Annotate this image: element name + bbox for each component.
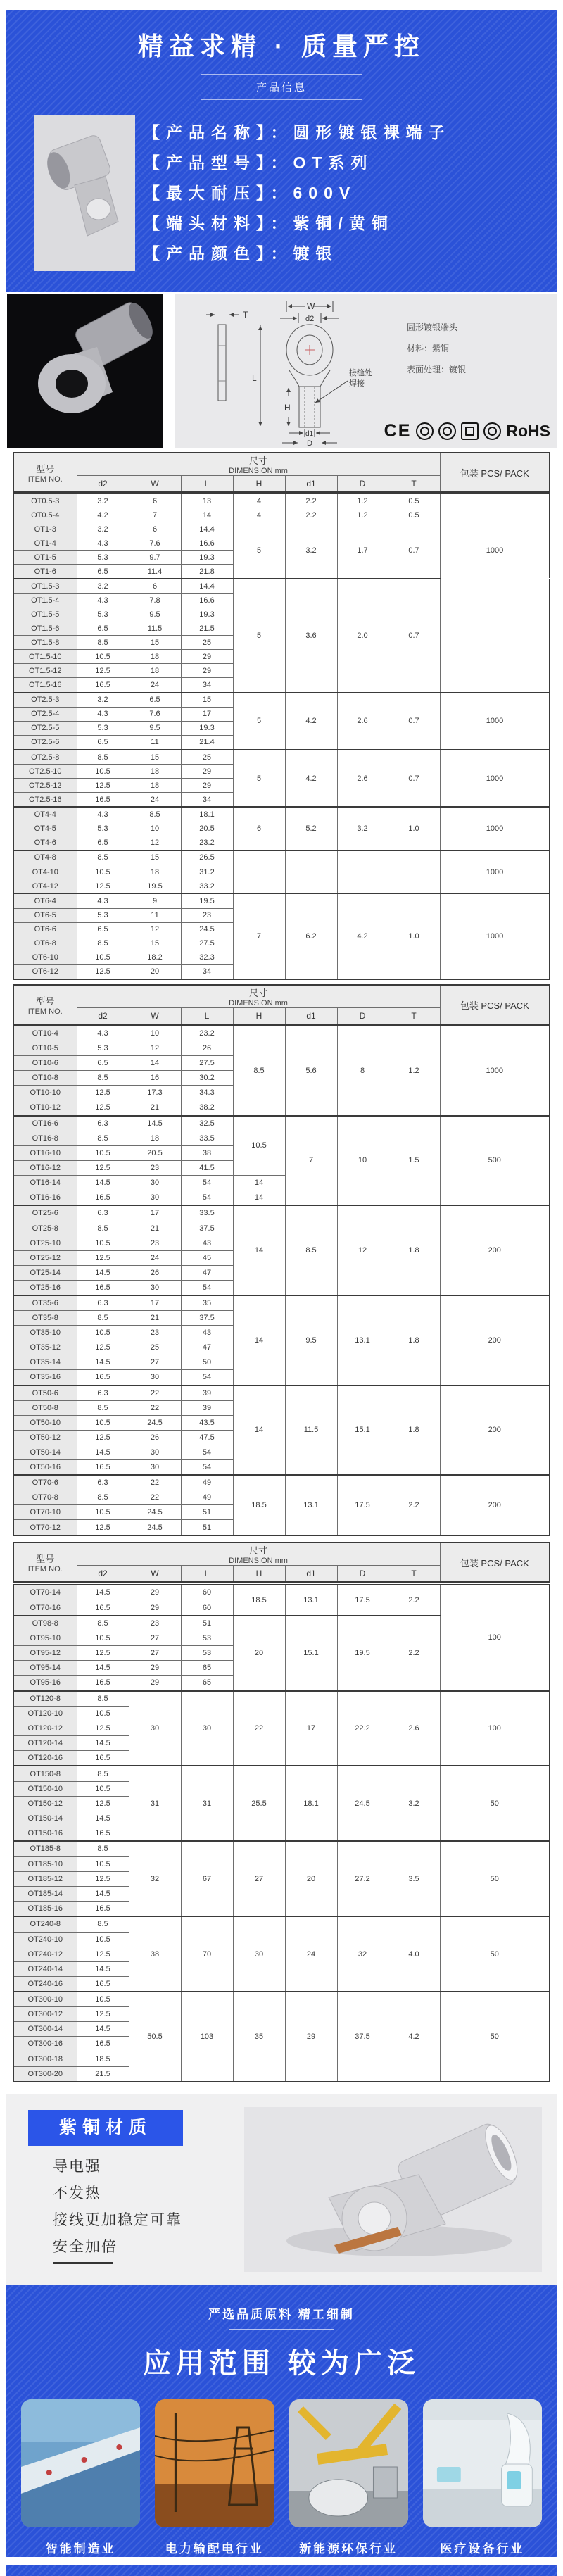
ce-mark: CE: [384, 421, 412, 441]
table-row: OT4-6 6.5 12 23.2: [13, 836, 550, 850]
table-row: OT2.5-8 8.5 15 25 5 4.2 2.6 0.7 1000: [13, 750, 550, 765]
table-row: OT6-12 12.5 20 34: [13, 965, 550, 979]
table-row: OT25-14 14.5 26 47: [13, 1265, 550, 1280]
table-row: OT4-5 5.3 10 20.5: [13, 822, 550, 836]
application-caption: 智能制造业: [45, 2542, 116, 2556]
feature-item: 安全加倍: [53, 2239, 118, 2255]
col-dimension: 尺寸 DIMENSION mm: [77, 985, 440, 1008]
table-row: OT95-12 12.5 27 53: [13, 1646, 550, 1661]
table-row: OT185-14 14.5: [13, 1886, 550, 1901]
table-row: OT2.5-3 3.2 6.5 15 5 4.2 2.6 0.7 1000: [13, 693, 550, 708]
table-row: OT4-4 4.3 8.5 18.1 6 5.2 3.2 1.0 1000: [13, 807, 550, 822]
product-spec-list: [144, 118, 451, 269]
table-row: OT25-8 8.5 21 37.5: [13, 1221, 550, 1236]
table-row: OT1.5-12 12.5 18 29: [13, 664, 550, 678]
table-row: OT50-14 14.5 30 54: [13, 1445, 550, 1459]
svg-text:圆形镀银端头: 圆形镀银端头: [407, 322, 458, 332]
table-row: OT1-3 3.2 6 14.4 5 3.2 1.7 0.7: [13, 522, 550, 536]
table-row: OT35-8 8.5 21 37.5: [13, 1311, 550, 1326]
hero-section: [6, 10, 557, 292]
table-row: OT70-14 14.5 29 60 18.5 13.1 17.5 2.2 100: [13, 1585, 550, 1600]
table-row: OT70-8 8.5 22 49: [13, 1490, 550, 1505]
col-pack: 包装 PCS/ PACK: [440, 1543, 550, 1582]
table-row: OT16-16 16.5 30 54 14: [13, 1190, 550, 1205]
svg-text:接缝处: 接缝处: [349, 369, 372, 377]
application-gallery: [6, 2381, 557, 2556]
table-row: OT35-6 6.3 17 35 14 9.5 13.1 1.8 200: [13, 1295, 550, 1311]
table-row: OT300-18 18.5: [13, 2052, 550, 2066]
table-row: OT120-8 8.5 30 30 22 17 22.2 2.6 100: [13, 1691, 550, 1707]
svg-text:T: T: [243, 310, 248, 320]
table-row: OT1.5-6 6.5 11.5 21.5: [13, 622, 550, 636]
table-row: OT2.5-12 12.5 18 29: [13, 779, 550, 793]
table-row: OT95-10 10.5 27 53: [13, 1631, 550, 1646]
table-row: OT16-14 14.5 30 54 14: [13, 1175, 550, 1190]
bottom-strip: [6, 2565, 557, 2576]
table-row: OT185-10 10.5: [13, 1856, 550, 1871]
svg-text:表面处理：镀银: 表面处理：镀银: [407, 365, 467, 375]
table-row: OT2.5-16 16.5 24 34: [13, 793, 550, 808]
product-photo-small: [34, 115, 135, 271]
table-row: OT1.5-3 3.2 6 14.4 5 3.6 2.0 0.7: [13, 579, 550, 593]
table-row: OT70-12 12.5 24.5 51: [13, 1520, 550, 1535]
dimension-table-3-header: 型号 ITEM NO. 尺寸 DIMENSION mm 包装 PCS/ PACK d2 W L H d1 D T: [13, 1542, 550, 1583]
table-row: OT16-6 6.3 14.5 32.5 10.5 7 10 1.5 500: [13, 1116, 550, 1131]
copper-material-section: [6, 2094, 557, 2285]
col-dimension: 尺寸 DIMENSION mm: [77, 453, 440, 476]
table-row: OT120-16 16.5: [13, 1751, 550, 1766]
table-row: OT16-8 8.5 18 33.5: [13, 1131, 550, 1145]
col-pack: 包装 PCS/ PACK: [440, 985, 550, 1024]
certification-badge-icon: [416, 422, 434, 440]
table-row: OT185-8 8.5 32 67 27 20 27.2 3.5 50: [13, 1841, 550, 1856]
table-row: OT10-6 6.5 14 27.5: [13, 1056, 550, 1071]
table-row: OT70-16 16.5 29 60: [13, 1600, 550, 1616]
spec-material: 【端头材料】：紫铜/黄铜: [144, 214, 394, 232]
table-row: OT1.5-16 16.5 24 34: [13, 678, 550, 693]
feature-item: 导电强: [53, 2159, 101, 2175]
table-row: OT10-4 4.3 10 23.2 8.5 5.6 8 1.2 1000: [13, 1026, 550, 1041]
table-row: OT150-12 12.5: [13, 1796, 550, 1811]
table-row: OT240-10 10.5: [13, 1932, 550, 1947]
table-row: OT16-12 12.5 23 41.5: [13, 1160, 550, 1175]
copper-material-badge: 紫铜材质: [28, 2110, 183, 2146]
feature-list: [53, 2154, 182, 2261]
svg-text:W: W: [307, 301, 315, 311]
application-image-manufacturing: [21, 2399, 140, 2527]
table-row: OT50-8 8.5 22 39: [13, 1400, 550, 1415]
table-row: OT25-16 16.5 30 54: [13, 1280, 550, 1295]
svg-text:d1: d1: [305, 430, 314, 438]
table-row: OT50-10 10.5 24.5 43.5: [13, 1415, 550, 1430]
table-row: OT120-10 10.5: [13, 1706, 550, 1721]
table-row: OT2.5-10 10.5 18 29: [13, 765, 550, 779]
application-card: [155, 2399, 274, 2556]
application-card: [289, 2399, 408, 2556]
table-row: OT6-5 5.3 11 23: [13, 908, 550, 922]
dimension-table-2-header: 型号 ITEM NO. 尺寸 DIMENSION mm 包装 PCS/ PACK d2 W L H d1 D T: [13, 984, 550, 1025]
product-photo-dark: [7, 294, 163, 448]
table-row: OT300-12 12.5: [13, 2007, 550, 2022]
svg-text:焊接: 焊接: [349, 379, 365, 388]
application-caption: 新能源环保行业: [299, 2542, 398, 2556]
table-row: OT120-12 12.5: [13, 1721, 550, 1735]
table-row: OT35-16 16.5 30 54: [13, 1370, 550, 1386]
table-row: OT6-8 8.5 15 27.5: [13, 936, 550, 950]
table-row: OT1-6 6.5 11.4 21.8: [13, 565, 550, 579]
application-image-medical: [423, 2399, 542, 2527]
table-row: OT240-12 12.5: [13, 1947, 550, 1961]
applications-title: 应用范围 较为广泛: [142, 2348, 421, 2379]
table-row: OT0.5-4 4.2 7 14 4 2.2 1.2 0.5: [13, 508, 550, 522]
table-row: OT1.5-10 10.5 18 29: [13, 650, 550, 664]
table-row: OT6-6 6.5 12 24.5: [13, 922, 550, 936]
table-row: OT10-8 8.5 16 30.2: [13, 1071, 550, 1086]
dimension-table-1-header: 型号 ITEM NO. 尺寸 DIMENSION mm 包装 PCS/ PACK d2 W L H d1 D T: [13, 452, 550, 493]
table-row: OT16-10 10.5 20.5 38: [13, 1145, 550, 1160]
certification-badge-icon: [461, 422, 479, 440]
col-item: 型号 ITEM NO.: [13, 1543, 77, 1582]
table-row: OT2.5-6 6.5 11 21.4: [13, 735, 550, 750]
svg-text:材料：紫铜: 材料：紫铜: [407, 344, 450, 353]
table-row: OT4-10 10.5 18 31.2: [13, 865, 550, 879]
certification-badge-icon: [483, 422, 501, 440]
dimension-table-3: [13, 1584, 550, 2082]
col-item: 型号 ITEM NO.: [13, 453, 77, 492]
table-row: OT35-12 12.5 25 47: [13, 1340, 550, 1355]
application-caption: 电力输配电行业: [165, 2542, 264, 2556]
col-item: 型号 ITEM NO.: [13, 985, 77, 1024]
table-row: OT1-5 5.3 9.7 19.3: [13, 551, 550, 565]
table-row: OT10-10 12.5 17.3 34.3: [13, 1086, 550, 1100]
table-row: OT1.5-8 8.5 15 25: [13, 636, 550, 650]
table-row: OT25-6 6.3 17 33.5 14 8.5 12 1.8 200: [13, 1205, 550, 1221]
ring-terminal-photo-illustration: [244, 2107, 542, 2272]
application-caption: 医疗设备行业: [440, 2542, 525, 2556]
svg-text:L: L: [252, 373, 257, 383]
product-photo-large: [244, 2107, 542, 2272]
dimension-table-2: [13, 1025, 550, 1536]
table-row: OT70-6 6.3 22 49 18.5 13.1 17.5 2.2 200: [13, 1475, 550, 1490]
table-row: OT25-12 12.5 24 45: [13, 1250, 550, 1265]
footer-tagline: 严选品质原料 精工细制: [208, 2308, 355, 2321]
table-row: OT300-14 14.5: [13, 2022, 550, 2037]
table-row: OT50-6 6.3 22 39 14 11.5 15.1 1.8 200: [13, 1386, 550, 1401]
application-image-power-grid: [155, 2399, 274, 2527]
table-row: OT70-10 10.5 24.5 51: [13, 1505, 550, 1520]
table-row: OT25-10 10.5 23 43: [13, 1236, 550, 1250]
application-card: [423, 2399, 542, 2556]
table-row: OT95-14 14.5 29 65: [13, 1661, 550, 1676]
feature-item: 不发热: [53, 2185, 101, 2201]
col-dimension: 尺寸 DIMENSION mm: [77, 1543, 440, 1566]
table-row: OT4-8 8.5 15 26.5 1000: [13, 850, 550, 865]
col-pack: 包装 PCS/ PACK: [440, 453, 550, 492]
table-row: OT300-20 21.5: [13, 2066, 550, 2082]
table-row: OT150-10 10.5: [13, 1781, 550, 1796]
page-title: 精益求精 · 质量严控: [138, 32, 425, 61]
certification-badge-icon: [438, 422, 456, 440]
table-row: OT300-16 16.5: [13, 2037, 550, 2052]
table-row: OT6-10 10.5 18.2 32.3: [13, 950, 550, 965]
table-row: OT1.5-4 4.3 7.8 16.6: [13, 593, 550, 608]
table-row: OT150-8 8.5 31 31 25.5 18.1 24.5 3.2 50: [13, 1766, 550, 1781]
table-row: OT150-16 16.5: [13, 1826, 550, 1841]
table-row: OT2.5-4 4.3 7.6 17: [13, 707, 550, 721]
application-card: [21, 2399, 140, 2556]
table-row: OT98-8 8.5 23 51 20 15.1 19.5 2.2: [13, 1616, 550, 1631]
table-row: OT1-4 4.3 7.6 16.6: [13, 536, 550, 551]
spec-color: 【产品颜色】：镀银: [144, 244, 339, 263]
ring-terminal-photo-illustration: [7, 294, 163, 448]
application-image-new-energy: [289, 2399, 408, 2527]
table-row: OT4-12 12.5 19.5 33.2: [13, 879, 550, 894]
table-row: OT185-12 12.5: [13, 1871, 550, 1886]
table-row: OT1.5-5 5.3 9.5 19.3: [13, 608, 550, 622]
divider: [229, 2329, 334, 2330]
spec-product-name: 【产品名称】：圆形镀银裸端子: [144, 123, 451, 142]
svg-text:D: D: [307, 439, 312, 448]
divider: [53, 2262, 113, 2264]
table-row: OT95-16 16.5 29 65: [13, 1676, 550, 1691]
section-subtitle: 产品信息: [201, 74, 362, 100]
dimension-table-1: [13, 493, 550, 980]
table-row: OT6-4 4.3 9 19.5 7 6.2 4.2 1.0 1000: [13, 893, 550, 908]
rohs-mark: RoHS: [506, 422, 550, 440]
svg-text:d2: d2: [305, 315, 315, 323]
table-row: OT240-8 8.5 38 70 30 24 32 4.0 50: [13, 1916, 550, 1932]
feature-item: 接线更加稳定可靠: [53, 2212, 182, 2228]
applications-section: [6, 2285, 557, 2557]
svg-text:H: H: [284, 403, 291, 413]
table-row: OT10-5 5.3 12 26: [13, 1041, 550, 1056]
table-row: OT240-14 14.5: [13, 1961, 550, 1976]
technical-drawing-panel: [175, 294, 557, 448]
table-row: OT10-12 12.5 21 38.2: [13, 1100, 550, 1116]
table-row: OT0.5-3 3.2 6 13 4 2.2 1.2 0.5 1000: [13, 494, 550, 508]
table-row: OT150-14 14.5: [13, 1811, 550, 1826]
table-row: OT120-14 14.5: [13, 1736, 550, 1751]
table-row: OT300-10 10.5 50.5 103 35 29 37.5 4.2 50: [13, 1992, 550, 2007]
table-row: OT2.5-5 5.3 9.5 19.3: [13, 721, 550, 735]
table-row: OT185-16 16.5: [13, 1901, 550, 1916]
table-row: OT50-16 16.5 30 54: [13, 1459, 550, 1475]
table-row: OT240-16 16.5: [13, 1976, 550, 1992]
table-row: OT35-10 10.5 23 43: [13, 1326, 550, 1340]
spec-voltage: 【最大耐压】：600V: [144, 184, 357, 202]
certifications: [384, 421, 550, 441]
spec-model: 【产品型号】：OT系列: [144, 153, 374, 172]
ring-terminal-illustration: [34, 115, 135, 271]
table-row: OT50-12 12.5 26 47.5: [13, 1430, 550, 1445]
table-row: OT35-14 14.5 27 50: [13, 1355, 550, 1370]
